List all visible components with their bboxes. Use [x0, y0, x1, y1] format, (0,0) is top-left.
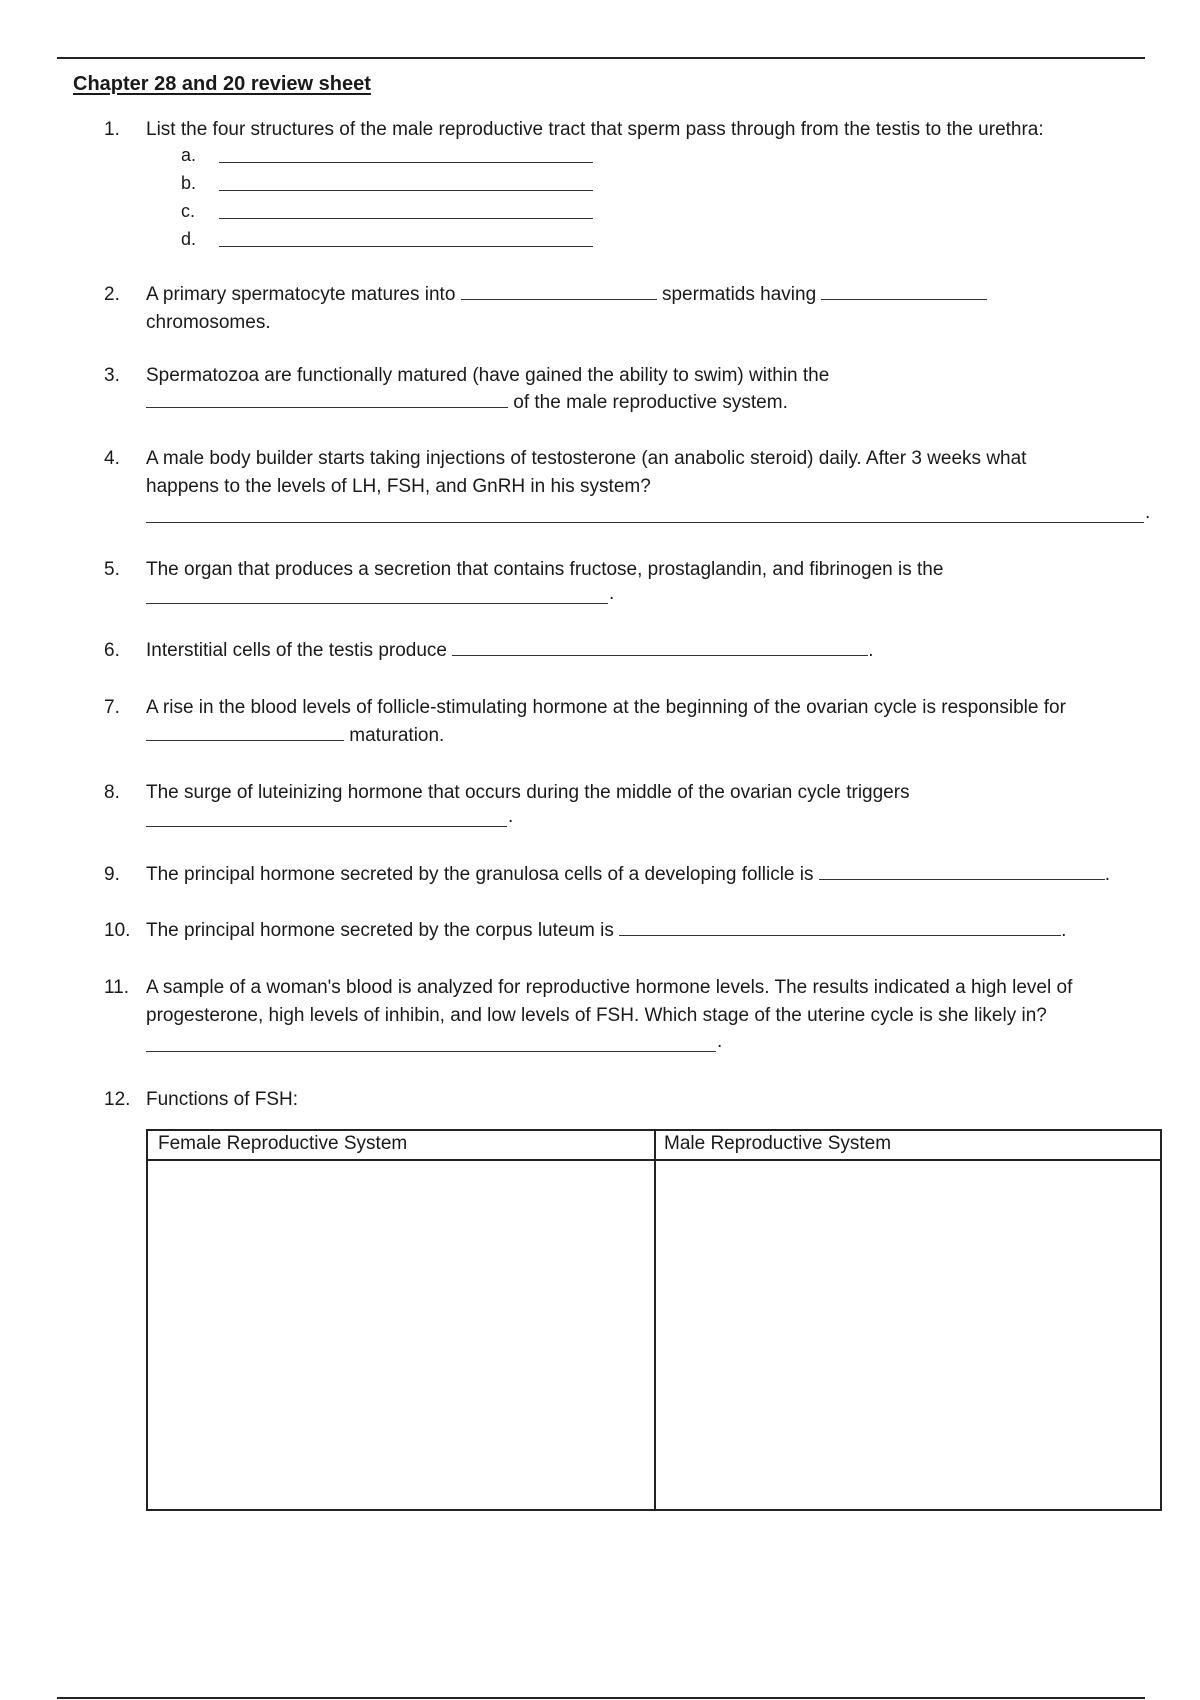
period: .: [609, 583, 615, 604]
question-number: 1.: [104, 119, 120, 140]
period: .: [1145, 502, 1151, 523]
question-text: chromosomes.: [146, 312, 271, 333]
q1-answer-b: [181, 173, 196, 194]
question-number: 11.: [104, 977, 130, 998]
answer-line[interactable]: [219, 190, 593, 191]
q1-answer-d: [181, 229, 196, 250]
q1-answer-c: [181, 201, 195, 222]
top-rule: [57, 57, 1145, 59]
sub-label: d.: [181, 229, 197, 249]
question-text: Functions of FSH:: [146, 1089, 299, 1110]
question-text: A sample of a woman's blood is analyzed for reproductive hormone levels. The results indicated a high level of: [146, 977, 1073, 998]
period: .: [1061, 920, 1067, 941]
answer-line[interactable]: [821, 282, 987, 300]
answer-line[interactable]: [219, 218, 593, 219]
answer-line[interactable]: [819, 862, 1105, 880]
page-title: Chapter 28 and 20 review sheet: [73, 73, 371, 95]
question-number: 12.: [104, 1089, 131, 1110]
question-text: [146, 861, 1110, 889]
question-text-part: The principal hormone secreted by the corpus luteum is: [146, 920, 614, 941]
question-text-part: spermatids having: [661, 284, 817, 305]
question-text-part: of the male reproductive system.: [513, 392, 788, 413]
question-text: progesterone, high levels of inhibin, and low levels of FSH. Which stage of the uterine cycle is she likely in?: [146, 1005, 1047, 1026]
question-number: 8.: [104, 782, 120, 803]
question-number: 6.: [104, 640, 120, 661]
question-number: 4.: [104, 448, 120, 469]
fsh-functions-table: [146, 1129, 1162, 1511]
question-text: [146, 917, 1066, 945]
question-text-part: maturation.: [349, 725, 445, 746]
answer-line[interactable]: [146, 826, 507, 827]
female-answer-cell[interactable]: [148, 1161, 652, 1509]
bottom-rule: [57, 1697, 1145, 1699]
answer-line[interactable]: [219, 162, 593, 163]
answer-line[interactable]: [146, 390, 508, 408]
question-text: [146, 389, 788, 417]
sub-label: a.: [181, 145, 197, 165]
question-text: A rise in the blood levels of follicle-stimulating hormone at the beginning of the ovarian cycle is responsible for: [146, 697, 1066, 718]
question-text: [146, 637, 874, 665]
question-text: List the four structures of the male reproductive tract that sperm pass through from the testis to the urethra:: [146, 119, 1044, 140]
question-number: 7.: [104, 697, 120, 718]
answer-line[interactable]: [619, 918, 1061, 936]
question-text: happens to the levels of LH, FSH, and GnRH in his system?: [146, 476, 651, 497]
table-header-male: Male Reproductive System: [664, 1133, 892, 1154]
table-header-female: Female Reproductive System: [158, 1133, 408, 1154]
answer-line[interactable]: [146, 603, 608, 604]
period: .: [717, 1031, 723, 1052]
question-text: The surge of luteinizing hormone that occurs during the middle of the ovarian cycle triggers: [146, 782, 910, 803]
question-number: 10.: [104, 920, 131, 941]
period: .: [508, 806, 514, 827]
question-number: 5.: [104, 559, 120, 580]
male-answer-cell[interactable]: [656, 1161, 1160, 1509]
q1-answer-a: [181, 145, 196, 166]
question-text: Spermatozoa are functionally matured (have gained the ability to swim) within the: [146, 365, 830, 386]
question-text: [146, 722, 444, 750]
sub-label: b.: [181, 173, 197, 193]
sub-label: c.: [181, 201, 196, 221]
question-text: A male body builder starts taking injections of testosterone (an anabolic steroid) daily. After 3 weeks what: [146, 448, 1027, 469]
answer-line[interactable]: [146, 522, 1144, 523]
question-text-part: The principal hormone secreted by the granulosa cells of a developing follicle is: [146, 864, 814, 885]
answer-line[interactable]: [219, 246, 593, 247]
period: .: [868, 640, 874, 661]
question-text-part: A primary spermatocyte matures into: [146, 284, 456, 305]
question-number: 3.: [104, 365, 120, 386]
question-text: [146, 281, 987, 309]
question-text: The organ that produces a secretion that contains fructose, prostaglandin, and fibrinogen is the: [146, 559, 944, 580]
question-number: 2.: [104, 284, 120, 305]
question-number: 9.: [104, 864, 120, 885]
answer-line[interactable]: [461, 282, 657, 300]
period: .: [1104, 864, 1111, 885]
answer-line[interactable]: [146, 1051, 716, 1052]
question-text-part: Interstitial cells of the testis produce: [146, 640, 447, 661]
answer-line[interactable]: [452, 638, 868, 656]
answer-line[interactable]: [146, 723, 344, 741]
